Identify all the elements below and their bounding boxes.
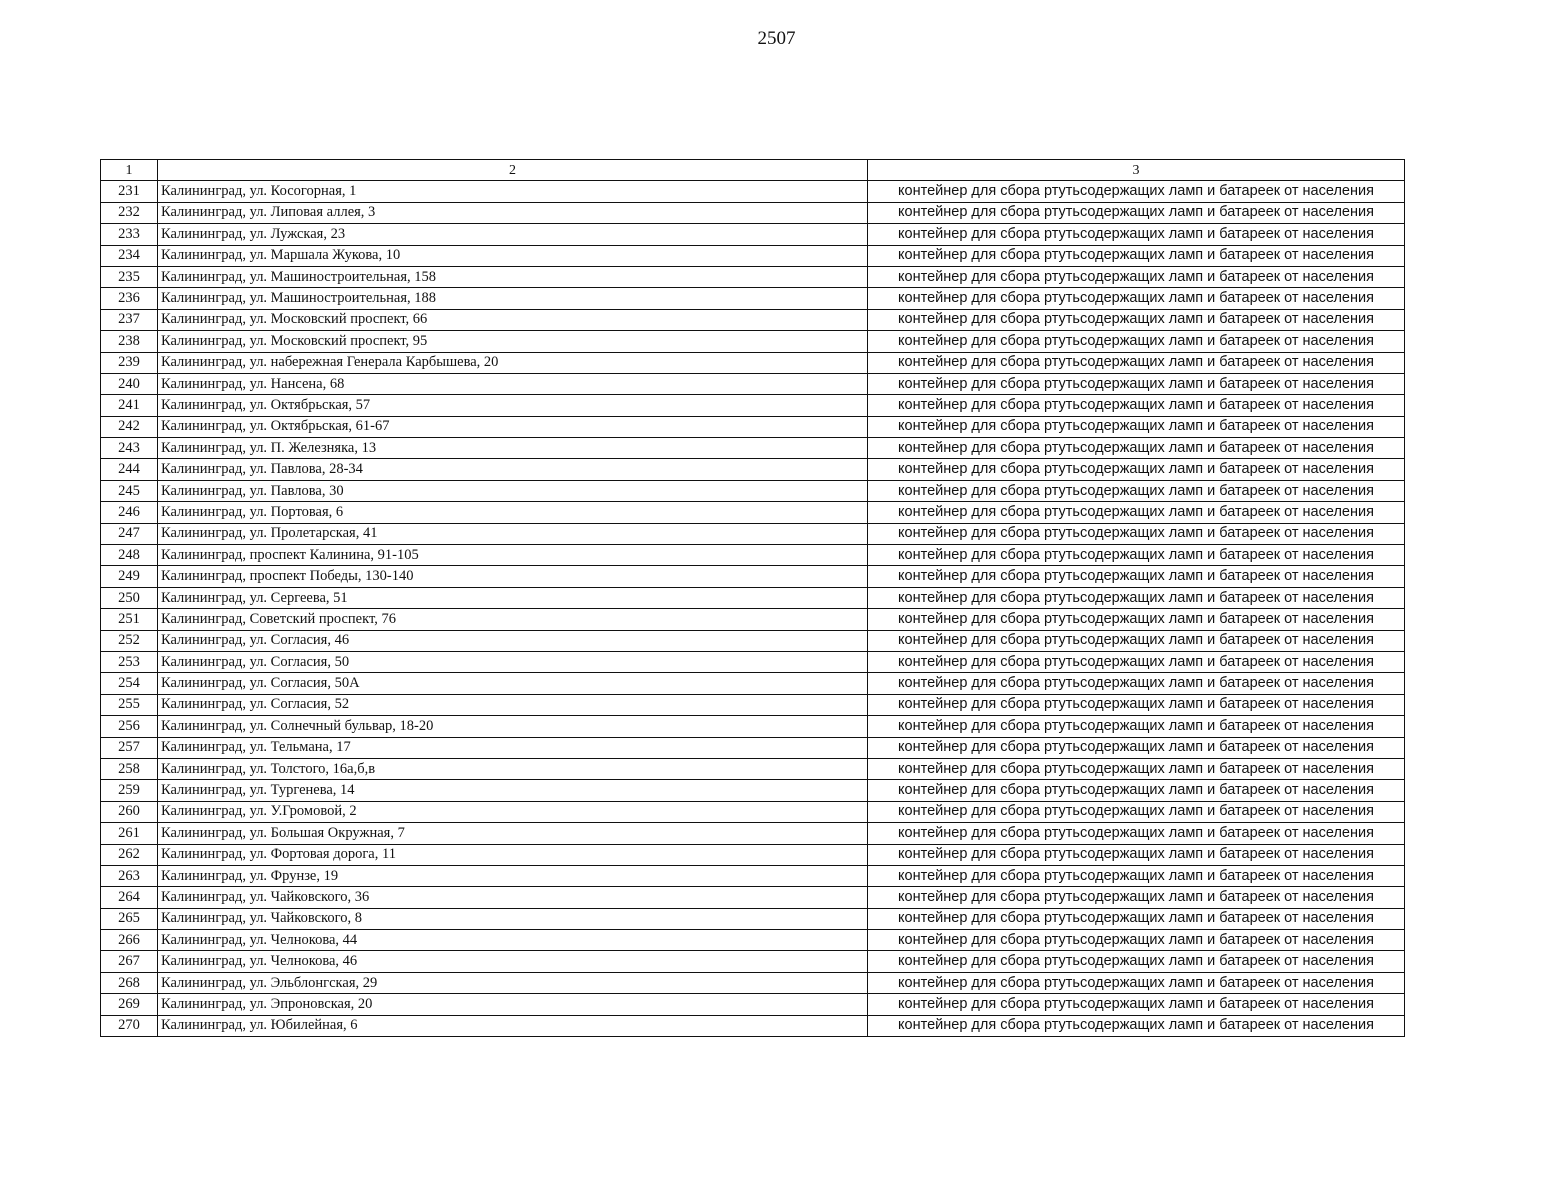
row-number-cell: 239 [101, 352, 158, 373]
row-number-cell: 253 [101, 651, 158, 672]
row-description-cell: контейнер для сбора ртутьсодержащих ламп и батареек от населения [868, 716, 1405, 737]
row-address-cell: Калининград, ул. Павлова, 30 [158, 480, 868, 501]
row-number-cell: 266 [101, 930, 158, 951]
row-number-cell: 257 [101, 737, 158, 758]
row-description-cell: контейнер для сбора ртутьсодержащих ламп и батареек от населения [868, 352, 1405, 373]
row-number-cell: 244 [101, 459, 158, 480]
table-row [101, 245, 1405, 266]
row-description-cell: контейнер для сбора ртутьсодержащих ламп и батареек от населения [868, 994, 1405, 1015]
table-row [101, 587, 1405, 608]
row-address-cell: Калининград, ул. Тургенева, 14 [158, 780, 868, 801]
row-description-cell: контейнер для сбора ртутьсодержащих ламп и батареек от населения [868, 523, 1405, 544]
row-description-cell: контейнер для сбора ртутьсодержащих ламп и батареек от населения [868, 758, 1405, 779]
table-row [101, 651, 1405, 672]
row-address-cell: Калининград, ул. Толстого, 16а,б,в [158, 758, 868, 779]
row-address-cell: Калининград, ул. Лужская, 23 [158, 224, 868, 245]
row-description-cell: контейнер для сбора ртутьсодержащих ламп и батареек от населения [868, 844, 1405, 865]
row-description-cell: контейнер для сбора ртутьсодержащих ламп и батареек от населения [868, 694, 1405, 715]
row-number-cell: 251 [101, 609, 158, 630]
row-address-cell: Калининград, ул. Большая Окружная, 7 [158, 823, 868, 844]
row-description-cell: контейнер для сбора ртутьсодержащих ламп и батареек от населения [868, 651, 1405, 672]
row-number-cell: 243 [101, 438, 158, 459]
row-description-cell: контейнер для сбора ртутьсодержащих ламп и батареек от населения [868, 502, 1405, 523]
row-number-cell: 252 [101, 630, 158, 651]
row-description-cell: контейнер для сбора ртутьсодержащих ламп и батареек от населения [868, 266, 1405, 287]
row-description-cell: контейнер для сбора ртутьсодержащих ламп и батареек от населения [868, 801, 1405, 822]
table-row [101, 373, 1405, 394]
table-row [101, 887, 1405, 908]
row-number-cell: 256 [101, 716, 158, 737]
row-address-cell: Калининград, проспект Победы, 130-140 [158, 566, 868, 587]
table-row [101, 737, 1405, 758]
row-number-cell: 260 [101, 801, 158, 822]
row-number-cell: 255 [101, 694, 158, 715]
row-description-cell: контейнер для сбора ртутьсодержащих ламп и батареек от населения [868, 823, 1405, 844]
table-header-row [101, 160, 1405, 181]
table-row [101, 716, 1405, 737]
table-row [101, 609, 1405, 630]
table-row [101, 694, 1405, 715]
row-description-cell: контейнер для сбора ртутьсодержащих ламп и батареек от населения [868, 1015, 1405, 1036]
row-description-cell: контейнер для сбора ртутьсодержащих ламп и батареек от населения [868, 245, 1405, 266]
row-description-cell: контейнер для сбора ртутьсодержащих ламп и батареек от населения [868, 288, 1405, 309]
table-row [101, 395, 1405, 416]
table-row [101, 865, 1405, 886]
row-description-cell: контейнер для сбора ртутьсодержащих ламп и батареек от населения [868, 737, 1405, 758]
row-number-cell: 264 [101, 887, 158, 908]
table-row [101, 630, 1405, 651]
row-description-cell: контейнер для сбора ртутьсодержащих ламп и батареек от населения [868, 972, 1405, 993]
row-address-cell: Калининград, ул. Челнокова, 44 [158, 930, 868, 951]
row-number-cell: 258 [101, 758, 158, 779]
table-row [101, 994, 1405, 1015]
row-number-cell: 250 [101, 587, 158, 608]
row-description-cell: контейнер для сбора ртутьсодержащих ламп и батареек от населения [868, 545, 1405, 566]
row-description-cell: контейнер для сбора ртутьсодержащих ламп и батареек от населения [868, 930, 1405, 951]
row-address-cell: Калининград, ул. Согласия, 46 [158, 630, 868, 651]
row-description-cell: контейнер для сбора ртутьсодержащих ламп и батареек от населения [868, 887, 1405, 908]
table-row [101, 331, 1405, 352]
row-number-cell: 247 [101, 523, 158, 544]
row-number-cell: 241 [101, 395, 158, 416]
row-address-cell: Калининград, ул. Согласия, 52 [158, 694, 868, 715]
table-row [101, 416, 1405, 437]
row-number-cell: 269 [101, 994, 158, 1015]
row-number-cell: 246 [101, 502, 158, 523]
row-description-cell: контейнер для сбора ртутьсодержащих ламп и батареек от населения [868, 480, 1405, 501]
table-row [101, 823, 1405, 844]
table-row [101, 352, 1405, 373]
row-description-cell: контейнер для сбора ртутьсодержащих ламп и батареек от населения [868, 395, 1405, 416]
row-number-cell: 233 [101, 224, 158, 245]
row-number-cell: 262 [101, 844, 158, 865]
row-address-cell: Калининград, ул. Тельмана, 17 [158, 737, 868, 758]
table-row [101, 758, 1405, 779]
table-row [101, 309, 1405, 330]
row-number-cell: 267 [101, 951, 158, 972]
table-row [101, 972, 1405, 993]
row-address-cell: Калининград, ул. Согласия, 50А [158, 673, 868, 694]
row-number-cell: 259 [101, 780, 158, 801]
row-address-cell: Калининград, проспект Калинина, 91-105 [158, 545, 868, 566]
header-cell-description: 3 [868, 160, 1405, 181]
table-row [101, 459, 1405, 480]
row-number-cell: 263 [101, 865, 158, 886]
row-address-cell: Калининград, ул. Солнечный бульвар, 18-20 [158, 716, 868, 737]
table-body [101, 160, 1405, 1037]
row-address-cell: Калининград, ул. Машиностроительная, 158 [158, 266, 868, 287]
table-row [101, 181, 1405, 202]
row-description-cell: контейнер для сбора ртутьсодержащих ламп и батареек от населения [868, 309, 1405, 330]
header-cell-address: 2 [158, 160, 868, 181]
row-description-cell: контейнер для сбора ртутьсодержащих ламп и батареек от населения [868, 331, 1405, 352]
table-row [101, 480, 1405, 501]
row-address-cell: Калининград, ул. Октябрьская, 61-67 [158, 416, 868, 437]
row-address-cell: Калининград, ул. Московский проспект, 66 [158, 309, 868, 330]
row-address-cell: Калининград, ул. Липовая аллея, 3 [158, 202, 868, 223]
table-row [101, 908, 1405, 929]
row-description-cell: контейнер для сбора ртутьсодержащих ламп и батареек от населения [868, 202, 1405, 223]
row-number-cell: 248 [101, 545, 158, 566]
row-address-cell: Калининград, ул. Фрунзе, 19 [158, 865, 868, 886]
row-number-cell: 236 [101, 288, 158, 309]
row-number-cell: 270 [101, 1015, 158, 1036]
table-row [101, 288, 1405, 309]
row-number-cell: 238 [101, 331, 158, 352]
row-description-cell: контейнер для сбора ртутьсодержащих ламп и батареек от населения [868, 673, 1405, 694]
table-row [101, 780, 1405, 801]
row-description-cell: контейнер для сбора ртутьсодержащих ламп и батареек от населения [868, 951, 1405, 972]
row-description-cell: контейнер для сбора ртутьсодержащих ламп и батареек от населения [868, 181, 1405, 202]
row-number-cell: 231 [101, 181, 158, 202]
row-number-cell: 265 [101, 908, 158, 929]
row-number-cell: 237 [101, 309, 158, 330]
row-address-cell: Калининград, ул. П. Железняка, 13 [158, 438, 868, 459]
row-description-cell: контейнер для сбора ртутьсодержащих ламп и батареек от населения [868, 865, 1405, 886]
table-row [101, 673, 1405, 694]
row-address-cell: Калининград, ул. Эльблонгская, 29 [158, 972, 868, 993]
row-address-cell: Калининград, ул. Нансена, 68 [158, 373, 868, 394]
table-row [101, 545, 1405, 566]
row-address-cell: Калининград, Советский проспект, 76 [158, 609, 868, 630]
registry-table [100, 159, 1405, 1037]
row-address-cell: Калининград, ул. Фортовая дорога, 11 [158, 844, 868, 865]
row-description-cell: контейнер для сбора ртутьсодержащих ламп и батареек от населения [868, 908, 1405, 929]
row-description-cell: контейнер для сбора ртутьсодержащих ламп и батареек от населения [868, 566, 1405, 587]
table-row [101, 202, 1405, 223]
row-address-cell: Калининград, ул. Маршала Жукова, 10 [158, 245, 868, 266]
table-row [101, 1015, 1405, 1036]
row-address-cell: Калининград, ул. Пролетарская, 41 [158, 523, 868, 544]
row-address-cell: Калининград, ул. Эпроновская, 20 [158, 994, 868, 1015]
row-address-cell: Калининград, ул. У.Громовой, 2 [158, 801, 868, 822]
row-address-cell: Калининград, ул. Октябрьская, 57 [158, 395, 868, 416]
row-address-cell: Калининград, ул. Согласия, 50 [158, 651, 868, 672]
row-address-cell: Калининград, ул. Челнокова, 46 [158, 951, 868, 972]
table-row [101, 523, 1405, 544]
row-address-cell: Калининград, ул. Машиностроительная, 188 [158, 288, 868, 309]
row-address-cell: Калининград, ул. Косогорная, 1 [158, 181, 868, 202]
table-row [101, 951, 1405, 972]
row-number-cell: 254 [101, 673, 158, 694]
table-row [101, 224, 1405, 245]
row-address-cell: Калининград, ул. Чайковского, 36 [158, 887, 868, 908]
table-row [101, 266, 1405, 287]
row-description-cell: контейнер для сбора ртутьсодержащих ламп и батареек от населения [868, 224, 1405, 245]
table-row [101, 930, 1405, 951]
row-address-cell: Калининград, ул. Павлова, 28-34 [158, 459, 868, 480]
page-number: 2507 [757, 28, 796, 49]
table-row [101, 566, 1405, 587]
row-description-cell: контейнер для сбора ртутьсодержащих ламп и батареек от населения [868, 780, 1405, 801]
row-number-cell: 240 [101, 373, 158, 394]
row-description-cell: контейнер для сбора ртутьсодержащих ламп и батареек от населения [868, 416, 1405, 437]
row-description-cell: контейнер для сбора ртутьсодержащих ламп и батареек от населения [868, 630, 1405, 651]
row-number-cell: 242 [101, 416, 158, 437]
row-address-cell: Калининград, ул. Московский проспект, 95 [158, 331, 868, 352]
row-number-cell: 261 [101, 823, 158, 844]
row-description-cell: контейнер для сбора ртутьсодержащих ламп и батареек от населения [868, 587, 1405, 608]
row-number-cell: 232 [101, 202, 158, 223]
row-description-cell: контейнер для сбора ртутьсодержащих ламп и батареек от населения [868, 609, 1405, 630]
row-description-cell: контейнер для сбора ртутьсодержащих ламп и батареек от населения [868, 438, 1405, 459]
row-address-cell: Калининград, ул. Портовая, 6 [158, 502, 868, 523]
table-row [101, 438, 1405, 459]
row-address-cell: Калининград, ул. Чайковского, 8 [158, 908, 868, 929]
header-cell-number: 1 [101, 160, 158, 181]
row-address-cell: Калининград, ул. Сергеева, 51 [158, 587, 868, 608]
table-row [101, 502, 1405, 523]
row-description-cell: контейнер для сбора ртутьсодержащих ламп и батареек от населения [868, 459, 1405, 480]
table-row [101, 801, 1405, 822]
row-number-cell: 249 [101, 566, 158, 587]
table-row [101, 844, 1405, 865]
row-number-cell: 268 [101, 972, 158, 993]
row-address-cell: Калининград, ул. набережная Генерала Карбышева, 20 [158, 352, 868, 373]
row-number-cell: 245 [101, 480, 158, 501]
row-address-cell: Калининград, ул. Юбилейная, 6 [158, 1015, 868, 1036]
row-number-cell: 234 [101, 245, 158, 266]
row-number-cell: 235 [101, 266, 158, 287]
row-description-cell: контейнер для сбора ртутьсодержащих ламп и батареек от населения [868, 373, 1405, 394]
